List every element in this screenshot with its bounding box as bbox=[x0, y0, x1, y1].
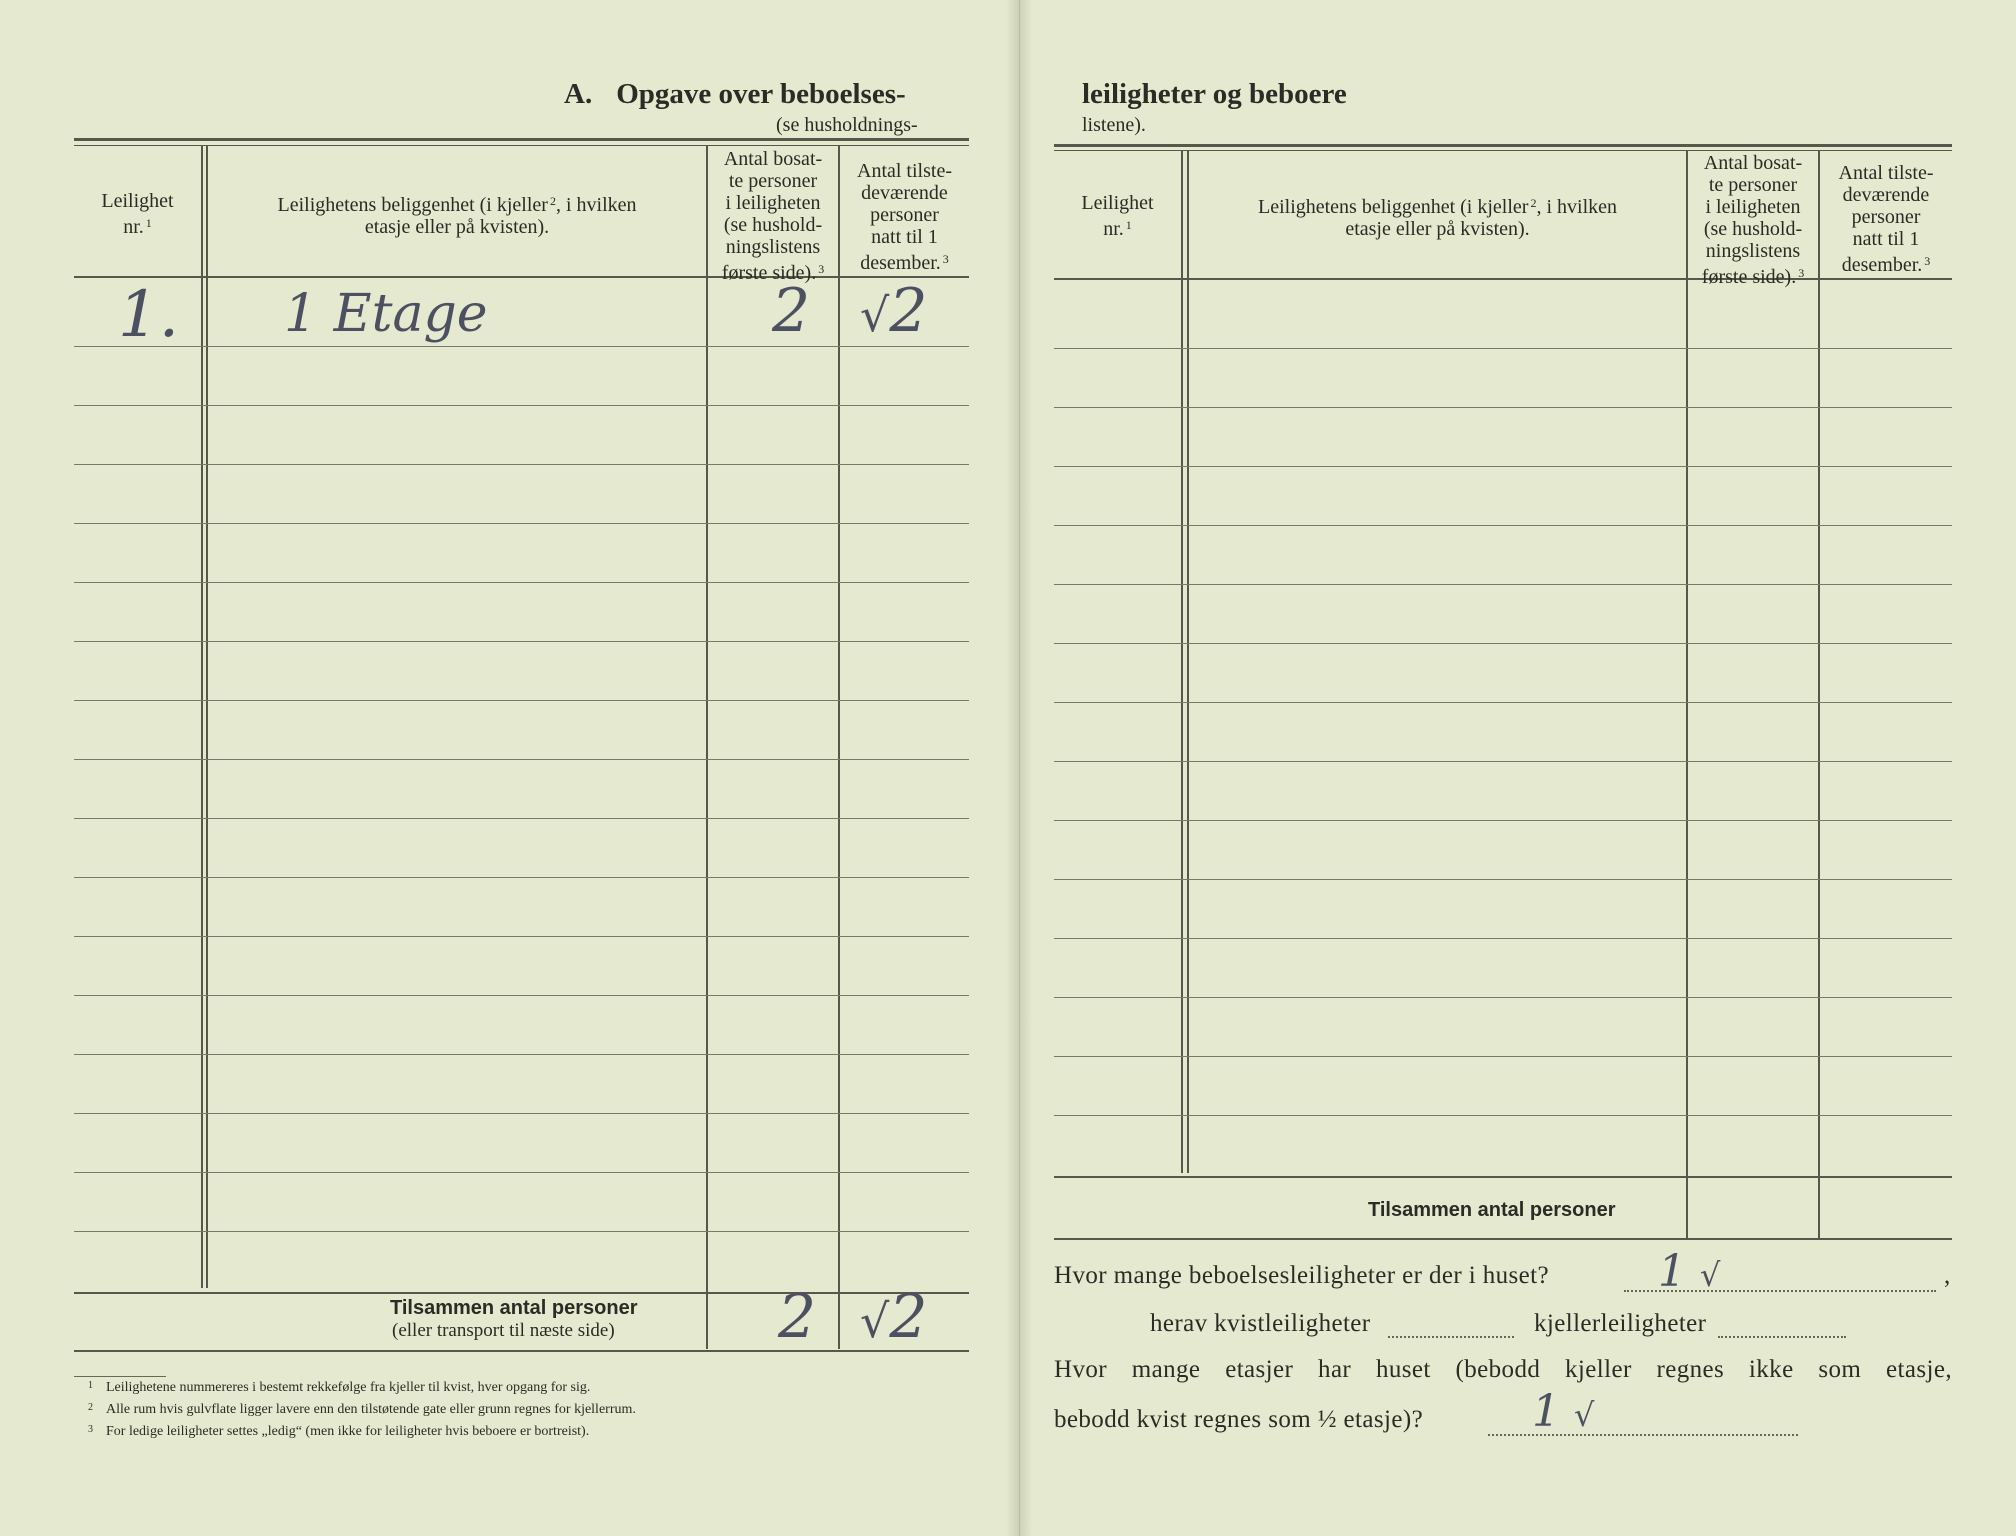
header-line: te personer bbox=[1708, 174, 1798, 196]
total-bottom-rule bbox=[1054, 1238, 1952, 1240]
header-text: , i hvilken bbox=[1536, 196, 1617, 218]
col-divider-1 bbox=[1181, 151, 1183, 1173]
header-leilighet bbox=[1054, 192, 1181, 240]
header-line: første side). $^3$ bbox=[1701, 266, 1805, 288]
question-attic-apartments: herav kvistleiligheter bbox=[1150, 1310, 1371, 1337]
row-line bbox=[1054, 1115, 1952, 1116]
row-line bbox=[74, 995, 969, 996]
header-line: deværende bbox=[861, 182, 948, 204]
total-top-rule bbox=[74, 1292, 969, 1294]
footnote-num: 3 bbox=[88, 1424, 93, 1435]
left-title-text: Opgave over beboelses- bbox=[616, 78, 906, 110]
footnote-text: For ledige leiligheter settes „ledig“ (men ikke for leiligheter hvis beboere er bortreist). bbox=[106, 1424, 590, 1439]
footnote-text: Leilighetene nummereres i bestemt rekkefølge fra kjeller til kvist, hver opgang for sig. bbox=[106, 1380, 591, 1395]
header-line: nr. $^1$ bbox=[123, 216, 152, 238]
question-apartments: Hvor mange beboelsesleiligheter er der i huset? bbox=[1054, 1262, 1550, 1289]
footnote-3 bbox=[88, 1424, 589, 1440]
total-residents: 2 bbox=[778, 1282, 817, 1352]
left-title bbox=[564, 78, 906, 111]
header-line: personer bbox=[870, 204, 939, 226]
answer-value: 1 bbox=[1532, 1386, 1560, 1437]
header-text: desember. bbox=[1841, 254, 1923, 276]
tick-mark: √ bbox=[1700, 1256, 1721, 1294]
col-divider-1b bbox=[1187, 151, 1189, 1173]
row-line bbox=[1054, 1056, 1952, 1057]
row-line bbox=[74, 818, 969, 819]
header-tilstedevaerende bbox=[840, 160, 969, 274]
header-line: (se hushold- bbox=[1703, 218, 1803, 240]
header-line: Leilighet bbox=[101, 190, 174, 212]
tick-mark: √ bbox=[860, 288, 890, 342]
footnote-num: 2 bbox=[88, 1402, 93, 1413]
question-floors-line2: bebodd kvist regnes som ½ etasje)? bbox=[1054, 1406, 1424, 1433]
header-line: Leilighetens beliggenhet (i kjeller $^2$, i hvilken bbox=[1257, 196, 1617, 218]
header-line: ningslistens bbox=[1705, 240, 1801, 262]
header-line: etasje eller på kvisten). bbox=[1345, 218, 1530, 240]
table-top-rule bbox=[1054, 144, 1952, 147]
col-divider-3 bbox=[838, 146, 840, 1349]
footnote-num: 1 bbox=[88, 1380, 93, 1391]
header-line: natt til 1 bbox=[871, 226, 938, 248]
left-total-label: Tilsammen antal personer bbox=[390, 1297, 638, 1319]
answer-value: 1 bbox=[1658, 1246, 1686, 1297]
row-line bbox=[74, 405, 969, 406]
question-floors-line1: Hvor mange etasjer har huset (bebodd kjeller regnes ikke som etasje, bbox=[1054, 1356, 1952, 1383]
row1-location: 1 Etage bbox=[284, 284, 488, 344]
footnote-1 bbox=[88, 1380, 590, 1396]
right-page bbox=[1054, 0, 1952, 1536]
header-line: desember. $^3$ bbox=[1841, 254, 1931, 276]
header-line: Antal bosat- bbox=[1703, 152, 1803, 174]
header-line: personer bbox=[1851, 206, 1921, 228]
header-line: Antal tilste- bbox=[1838, 162, 1934, 184]
row-line bbox=[1054, 997, 1952, 998]
header-line: Leilighet bbox=[1081, 192, 1154, 214]
row-line bbox=[1054, 584, 1952, 585]
row-line bbox=[74, 1113, 969, 1114]
header-text: Leilighetens beliggenhet (i kjeller bbox=[1257, 196, 1529, 218]
col-divider-3 bbox=[1818, 151, 1820, 1238]
header-text: desember. bbox=[860, 252, 941, 274]
answer-line-attic[interactable] bbox=[1388, 1336, 1514, 1338]
header-line: nr. $^1$ bbox=[1103, 218, 1132, 240]
footnote-text: Alle rum hvis gulvflate ligger lavere enn den tilstøtende gate eller grunn regnes for kjellerrum. bbox=[106, 1402, 636, 1417]
row1-residents: 2 bbox=[772, 276, 811, 346]
col-divider-2 bbox=[706, 146, 708, 1349]
header-beliggenhet bbox=[208, 190, 706, 238]
header-bosatte bbox=[708, 148, 838, 284]
total-bottom-rule bbox=[74, 1350, 969, 1352]
total-present-value: 2 bbox=[889, 1282, 928, 1352]
row-line bbox=[74, 936, 969, 937]
row1-present-value: 2 bbox=[889, 276, 928, 346]
header-line: ningslistens bbox=[725, 236, 821, 258]
footnote-rule bbox=[74, 1376, 166, 1377]
header-text: , i hvilken bbox=[555, 194, 637, 216]
row-line bbox=[1054, 466, 1952, 467]
col-divider-1 bbox=[201, 146, 203, 1288]
col-divider-2 bbox=[1686, 151, 1688, 1238]
comma: , bbox=[1944, 1262, 1951, 1289]
row-line bbox=[74, 1231, 969, 1232]
answer-line-basement[interactable] bbox=[1718, 1336, 1846, 1338]
footnote-2 bbox=[88, 1402, 636, 1418]
header-bosatte bbox=[1688, 152, 1818, 288]
header-text: første side). bbox=[721, 262, 817, 284]
row-line bbox=[74, 759, 969, 760]
row-line bbox=[1054, 761, 1952, 762]
header-line: desember. $^3$ bbox=[860, 252, 949, 274]
header-beliggenhet bbox=[1189, 192, 1686, 240]
table-top-rule bbox=[74, 138, 969, 141]
row-line bbox=[74, 641, 969, 642]
header-line: Antal bosat- bbox=[723, 148, 823, 170]
row-line bbox=[1054, 702, 1952, 703]
header-line: te personer bbox=[728, 170, 818, 192]
row-line bbox=[74, 523, 969, 524]
header-line: deværende bbox=[1842, 184, 1930, 206]
left-subtitle: (se husholdnings- bbox=[776, 114, 918, 136]
answer-apartments bbox=[1658, 1246, 1720, 1297]
row-line bbox=[1054, 820, 1952, 821]
row-line bbox=[1054, 348, 1952, 349]
total-present bbox=[860, 1282, 928, 1352]
row-line bbox=[74, 700, 969, 701]
row-line bbox=[74, 464, 969, 465]
header-text: første side). bbox=[1701, 266, 1797, 288]
total-top-rule bbox=[1054, 1176, 1952, 1178]
fold-line bbox=[1019, 0, 1020, 1536]
row1-present bbox=[860, 276, 928, 346]
row-line bbox=[1054, 938, 1952, 939]
answer-floors bbox=[1532, 1386, 1594, 1437]
row1-nr: 1. bbox=[118, 278, 180, 352]
question-basement-apartments: kjellerleiligheter bbox=[1534, 1310, 1707, 1337]
right-subtitle: listene). bbox=[1082, 114, 1146, 136]
row-line bbox=[74, 1054, 969, 1055]
header-line: (se hushold- bbox=[723, 214, 823, 236]
tick-mark: √ bbox=[1574, 1396, 1595, 1434]
row-line bbox=[74, 582, 969, 583]
row-line bbox=[74, 877, 969, 878]
tick-mark: √ bbox=[860, 1294, 890, 1348]
left-page bbox=[74, 0, 969, 1536]
header-line: etasje eller på kvisten). bbox=[364, 216, 550, 238]
header-text: nr. bbox=[1103, 218, 1124, 240]
right-total-label: Tilsammen antal personer bbox=[1368, 1199, 1616, 1221]
right-title: leiligheter og beboere bbox=[1082, 78, 1347, 110]
header-tilstedevaerende bbox=[1820, 162, 1952, 276]
row-line bbox=[1054, 407, 1952, 408]
header-line: Leilighetens beliggenhet (i kjeller $^2$, i hvilken bbox=[277, 194, 637, 216]
left-total-sub: (eller transport til næste side) bbox=[392, 1320, 615, 1341]
header-line: første side). $^3$ bbox=[721, 262, 825, 284]
header-line: natt til 1 bbox=[1852, 228, 1920, 250]
header-text: nr. bbox=[123, 216, 144, 238]
row-line bbox=[74, 1172, 969, 1173]
table-top-rule-thin bbox=[74, 145, 969, 146]
section-letter: A. bbox=[564, 78, 593, 110]
row-line bbox=[1054, 643, 1952, 644]
header-text: Leilighetens beliggenhet (i kjeller bbox=[277, 194, 548, 216]
row-line bbox=[74, 346, 969, 347]
header-line: i leiligheten bbox=[725, 192, 821, 214]
header-leilighet bbox=[74, 190, 201, 238]
col-divider-1b bbox=[206, 146, 208, 1288]
row-line bbox=[1054, 879, 1952, 880]
row-line bbox=[1054, 525, 1952, 526]
header-line: Antal tilste- bbox=[857, 160, 952, 182]
header-line: i leiligheten bbox=[1705, 196, 1801, 218]
